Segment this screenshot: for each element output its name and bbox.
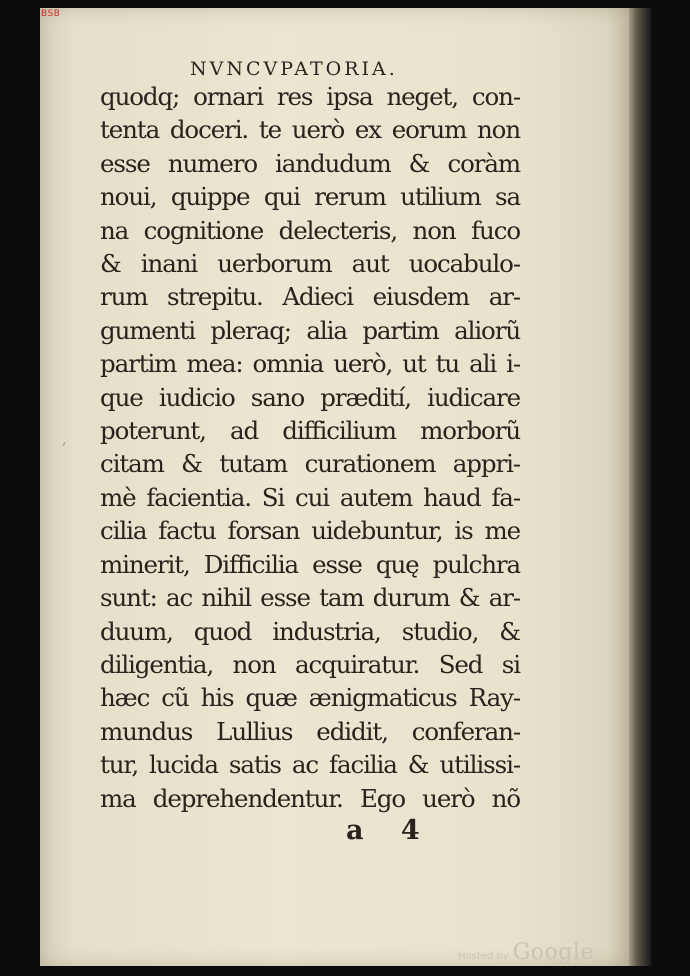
hosted-by-watermark: [458, 940, 594, 965]
text-line: poterunt, ad difficilium morborũ: [100, 416, 520, 446]
text-line: esse numero iandudum & coràm: [100, 148, 520, 178]
text-line: noui, quippe qui rerum utilium sa: [100, 182, 520, 212]
stray-ink-mark: ,: [62, 432, 67, 448]
text-line: citam & tutam curationem appri-: [100, 449, 520, 479]
text-line: na cognitione delecteris, non fuco: [100, 215, 520, 245]
text-line: quodq; ornari res ipsa neget, con-: [100, 82, 520, 111]
text-line: mè facientia. Si cui autem haud fa-: [100, 482, 520, 512]
hosted-by-label: Hosted by: [458, 951, 509, 962]
text-line: mundus Lullius edidit, conferan-: [100, 716, 520, 746]
running-head: NVNCVPATORIA.: [190, 58, 398, 80]
text-line: rum strepitu. Adieci eiusdem ar-: [100, 282, 520, 312]
text-line: diligentia, non acquiratur. Sed si: [100, 649, 520, 679]
signature-mark: a 4: [346, 815, 434, 846]
text-line: cilia factu forsan uidebuntur, is me: [100, 516, 520, 546]
text-line: tenta doceri. te uerò ex eorum non: [100, 115, 520, 145]
text-line: gumenti pleraq; alia partim aliorũ: [100, 315, 520, 345]
text-line: hæc cũ his quæ ænigmaticus Ray-: [100, 683, 520, 713]
text-line: ma deprehendentur. Ego uerò nõ: [100, 783, 520, 813]
page-edge-shadow: [629, 8, 651, 966]
text-line: tur, lucida satis ac facilia & utilissi-: [100, 750, 520, 780]
body-text: [100, 80, 520, 815]
text-line: minerit, Difficilia esse quę pulchra: [100, 549, 520, 579]
library-mark: BSB: [41, 9, 61, 19]
text-line: duum, quod industria, studio, &: [100, 616, 520, 646]
text-line: partim mea: omnia uerò, ut tu ali i-: [100, 349, 520, 379]
text-line: & inani uerborum aut uocabulo-: [100, 249, 520, 279]
text-line: sunt: ac nihil esse tam durum & ar-: [100, 583, 520, 613]
google-logo: Google: [512, 940, 594, 965]
text-line: que iudicio sano prædití, iudicare: [100, 382, 520, 412]
